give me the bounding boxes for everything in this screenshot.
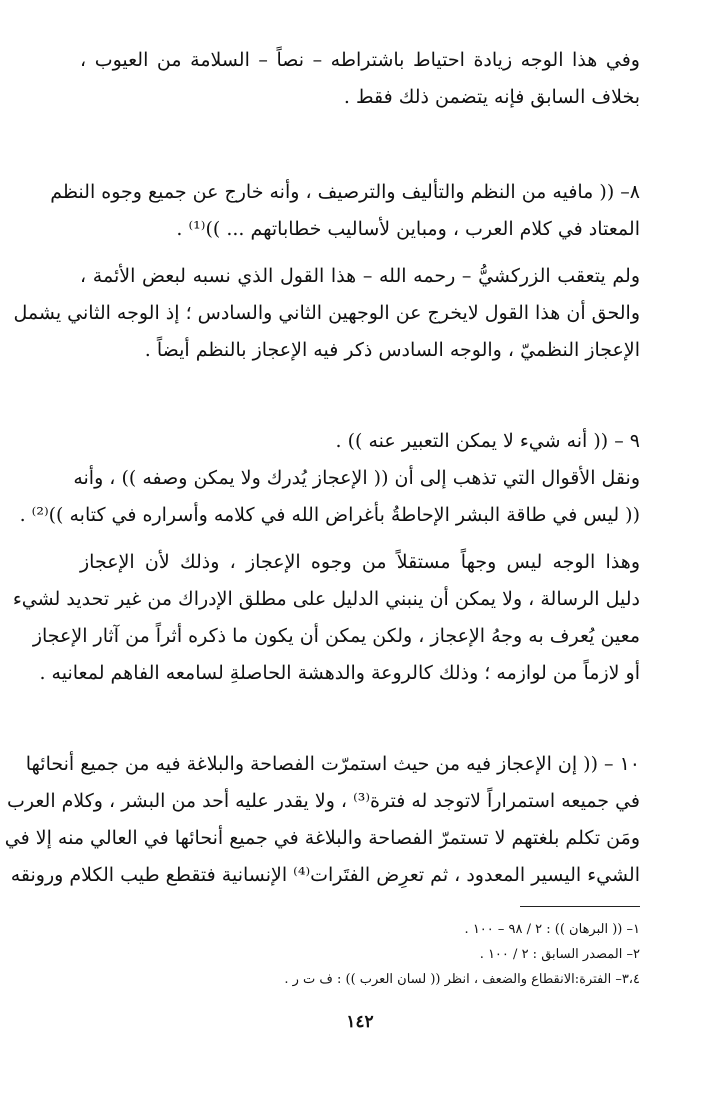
footnote-2: ٢– المصدر السابق : ٢ / ١٠٠ . (479, 947, 640, 962)
text-line: المعتاد في كلام العرب ، ومباين لأساليب خطاباتهم ... ))⁽¹⁾ . (176, 218, 640, 240)
paragraph-point-8-comment (13, 258, 640, 369)
text-line: والحق أن هذا القول لايخرج عن الوجهين الثاني والسادس ؛ إذ الوجه الثاني يشمل (13, 302, 640, 324)
text-line: بخلاف السابق فإنه يتضمن ذلك فقط . (343, 86, 640, 108)
text-line: الشيء اليسير المعدود ، ثم تعرِض الفتَرات⁽⁴⁾ الإنسانية فتقطع طيب الكلام ورونقه (10, 864, 640, 886)
text-line: ٨– (( مافيه من النظم والتأليف والترصيف ، وأنه خارج عن جميع وجوه النظم (50, 181, 640, 203)
text-line: دليل الرسالة ، ولا يمكن أن ينبني الدليل على مطلق الإدراك من غير تحديد لشيء (12, 588, 640, 610)
text-line: ١٠ – (( إن الإعجاز فيه من حيث استمرّت الفصاحة والبلاغة فيه من جميع أنحائها (25, 753, 640, 775)
text-line: معين يُعرف به وجهُ الإعجاز ، ولكن يمكن أن يكون ما ذكره أثراً من آثار الإعجاز (32, 625, 640, 647)
text-line: الإعجاز النظميّ ، والوجه السادس ذكر فيه الإعجاز بالنظم أيضاً . (144, 339, 640, 361)
text-line: وفي هذا الوجه زيادة احتياط باشتراطه – نصاً – السلامة من العيوب ، (80, 49, 640, 71)
footnote-3-4: ٣،٤– الفترة:الانقطاع والضعف ، انظر (( لسان العرب )) : ف ت ر . (284, 972, 640, 987)
text-line: ٩ – (( أنه شيء لا يمكن التعبير عنه )) . (335, 430, 640, 452)
text-line: في جميعه استمراراً لاتوجد له فترة⁽³⁾ ، ولا يقدر عليه أحد من البشر ، وكلام العرب (7, 790, 640, 812)
footnote-1: ١– (( البرهان )) : ٢ / ٩٨ – ١٠٠ . (464, 922, 640, 937)
text-line: ومَن تكلم بلغتهم لا تستمرّ الفصاحة والبلاغة في جميع أنحائها في العالي منه إلا في (4, 827, 640, 849)
text-line: (( ليس في طاقة البشر الإحاطةُ بأغراض الله في كلامه وأسراره في كتابه ))⁽²⁾ . (19, 504, 640, 526)
paragraph-point-10-quote (4, 746, 640, 894)
page-body (4, 42, 640, 894)
text-line: ونقل الأقوال التي تذهب إلى أن (( الإعجاز يُدرك ولا يمكن وصفه )) ، وأنه (73, 467, 640, 489)
text-line: ولم يتعقب الزركشيُّ – رحمه الله – هذا القول الذي نسبه لبعض الأئمة ، (80, 265, 640, 287)
paragraph-point-9-heading (80, 423, 640, 460)
paragraph-point-8-quote (50, 174, 640, 248)
footnote-divider (520, 906, 640, 907)
text-line: أو لازماً من لوازمه ؛ وذلك كالروعة والدهشة الحاصلةِ لسامعه الفاهم لمعانيه . (39, 662, 640, 684)
paragraph-point-9-quote (19, 460, 640, 534)
footnotes (80, 906, 640, 992)
paragraph-safety-from-defects (80, 42, 640, 116)
page-number: ١٤٢ (346, 1012, 374, 1032)
paragraph-point-9-comment (12, 544, 640, 692)
text-line: وهذا الوجه ليس وجهاً مستقلاً من وجوه الإعجاز ، وذلك لأن الإعجاز (80, 551, 640, 573)
